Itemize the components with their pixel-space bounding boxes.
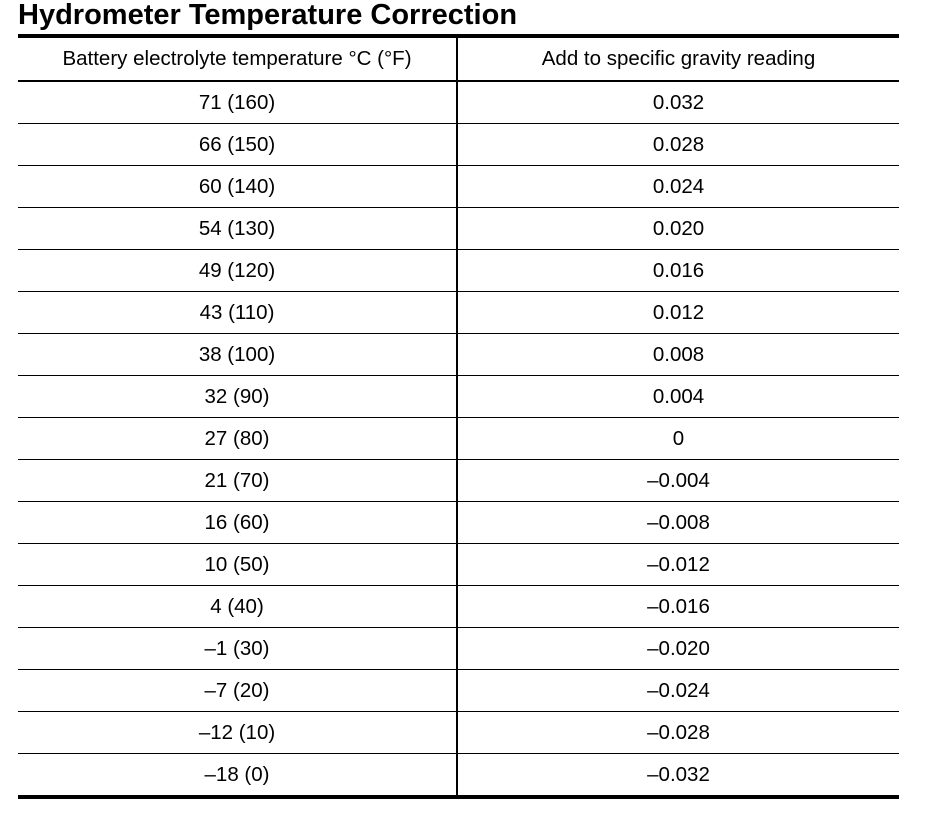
correction-cell: –0.020: [457, 628, 899, 670]
table-row: [18, 670, 899, 712]
table-row: [18, 502, 899, 544]
table-row: [18, 418, 899, 460]
correction-cell: –0.028: [457, 712, 899, 754]
column-header-correction: Add to specific gravity reading: [457, 36, 899, 81]
temperature-cell: 66 (150): [18, 124, 457, 166]
temperature-cell: 10 (50): [18, 544, 457, 586]
header-row: [18, 36, 899, 81]
table-row: [18, 166, 899, 208]
correction-cell: 0.032: [457, 81, 899, 124]
table-row: [18, 81, 899, 124]
table-body: [18, 81, 899, 797]
correction-cell: 0.004: [457, 376, 899, 418]
temperature-cell: 60 (140): [18, 166, 457, 208]
table-header: [18, 36, 899, 81]
correction-cell: –0.024: [457, 670, 899, 712]
correction-cell: 0.016: [457, 250, 899, 292]
correction-cell: 0.020: [457, 208, 899, 250]
correction-cell: –0.012: [457, 544, 899, 586]
table-row: [18, 712, 899, 754]
temperature-cell: 32 (90): [18, 376, 457, 418]
correction-table: [18, 34, 899, 799]
correction-cell: –0.004: [457, 460, 899, 502]
table-row: [18, 544, 899, 586]
correction-cell: 0: [457, 418, 899, 460]
temperature-cell: –18 (0): [18, 754, 457, 798]
table-row: [18, 250, 899, 292]
temperature-cell: –7 (20): [18, 670, 457, 712]
temperature-cell: 49 (120): [18, 250, 457, 292]
table-row: [18, 754, 899, 798]
table-row: [18, 586, 899, 628]
temperature-cell: 21 (70): [18, 460, 457, 502]
table-row: [18, 460, 899, 502]
temperature-cell: 38 (100): [18, 334, 457, 376]
document-title: Hydrometer Temperature Correction: [18, 0, 518, 31]
correction-cell: 0.024: [457, 166, 899, 208]
table-row: [18, 208, 899, 250]
correction-cell: –0.016: [457, 586, 899, 628]
correction-table-container: [18, 34, 899, 799]
correction-cell: –0.008: [457, 502, 899, 544]
table-row: [18, 628, 899, 670]
temperature-cell: –1 (30): [18, 628, 457, 670]
correction-cell: 0.008: [457, 334, 899, 376]
temperature-cell: 43 (110): [18, 292, 457, 334]
table-row: [18, 124, 899, 166]
column-header-temperature: Battery electrolyte temperature °C (°F): [18, 36, 457, 81]
table-row: [18, 376, 899, 418]
temperature-cell: 54 (130): [18, 208, 457, 250]
temperature-cell: 27 (80): [18, 418, 457, 460]
correction-cell: 0.012: [457, 292, 899, 334]
temperature-cell: 16 (60): [18, 502, 457, 544]
temperature-cell: 71 (160): [18, 81, 457, 124]
temperature-cell: 4 (40): [18, 586, 457, 628]
correction-cell: –0.032: [457, 754, 899, 798]
table-row: [18, 334, 899, 376]
correction-cell: 0.028: [457, 124, 899, 166]
table-row: [18, 292, 899, 334]
temperature-cell: –12 (10): [18, 712, 457, 754]
